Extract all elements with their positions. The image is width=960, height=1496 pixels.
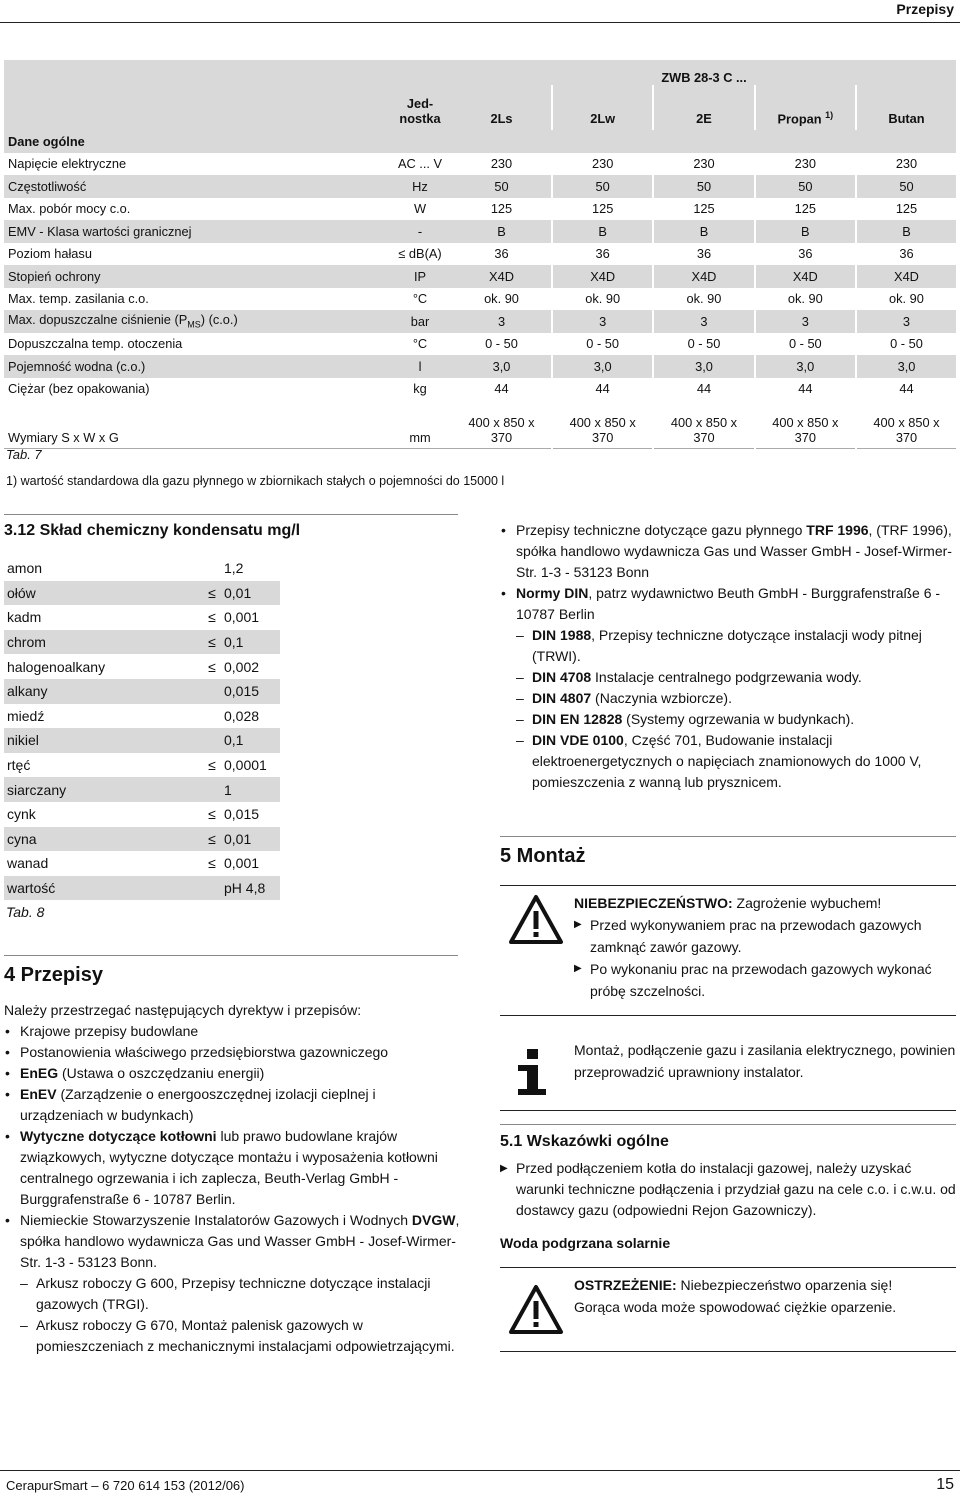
row-value: 44 [755,378,856,401]
row-value: 0 - 50 [552,333,653,356]
list-item: ▶ Przed wykonywaniem prac na przewodach gazowych zamknąć zawór gazowy. [574,914,956,958]
row-unit: bar [388,310,452,333]
row-value: 0 - 50 [856,333,956,356]
table-row [4,220,956,243]
element-value: 1 [224,781,232,798]
element-name: wanad [7,855,49,872]
element-value: 0,015 [224,683,260,700]
row-value: B [552,220,653,243]
element-value: 0,01 [224,830,252,847]
section4-heading: 4 Przepisy [4,964,103,986]
row-value: 44 [552,378,653,401]
row-value: 3,0 [856,355,956,378]
row-value: 125 [552,198,653,221]
element-name: nikiel [7,732,39,749]
row-value: 3 [452,310,552,333]
comparison-sign: ≤ [208,830,216,847]
condensate-table [4,556,280,900]
dims-value: 400 x 850 x 370 [755,400,856,448]
row-value: X4D [552,265,653,288]
element-name: halogenoalkany [7,658,106,675]
comparison-sign: ≤ [208,757,216,774]
row-label: Poziom hałasu [4,243,388,266]
list-item: • EnEV (Zarządzenie o energooszczędnej izolacji cieplnej i urządzeniach w budynkach) [4,1084,460,1126]
dims-row [4,400,956,448]
table-row [4,581,280,606]
table-row [4,753,280,778]
list-item: • Przepisy techniczne dotyczące gazu płynnego TRF 1996, (TRF 1996), spółka handlowo wydawnicza Gas und Wasser GmbH - Josef-Wirmer-Str. 1-3 - 53123 Bonn [500,520,956,583]
subsection-heading: 5.1 Wskazówki ogólne [500,1133,669,1150]
comparison-sign: ≤ [208,658,216,675]
list-item: ▶ Po wykonaniu prac na przewodach gazowych wykonać próbę szczelności. [574,958,956,1002]
table-row [4,876,280,901]
row-value: 125 [653,198,754,221]
table-row [4,378,956,401]
list-item: • Wytyczne dotyczące kotłowni lub prawo budowlane krajów związkowych, wytyczne dotyczące montażu i wyposażenia kotłowni centralnego ogrzewania i ich zaplecza, Beuth-Verlag GmbH - Burggrafenstraße 6 - 10787 Berlin. [4,1126,460,1210]
element-value: 0,028 [224,707,260,724]
table-row [4,802,280,827]
list-item: – DIN VDE 0100, Część 701, Budowanie instalacji elektroenergetycznych o napięciach znamionowych do 1000 V, pomieszczenia z wanną lub prysznicem. [500,730,956,793]
row-value: 3 [755,310,856,333]
warning-icon [508,894,564,946]
element-name: rtęć [7,757,31,774]
list-item: – DIN EN 12828 (Systemy ogrzewania w budynkach). [500,709,956,730]
page-header [0,0,960,24]
row-value: X4D [452,265,552,288]
row-value: ok. 90 [552,288,653,311]
solar-heading: Woda podgrzana solarnie [500,1235,671,1251]
dims-value: 400 x 850 x 370 [653,400,754,448]
header-rule [0,22,960,23]
row-value: X4D [755,265,856,288]
row-value: 36 [755,243,856,266]
table-row [4,679,280,704]
row-label: Ciężar (bez opakowania) [4,378,388,401]
row-unit: W [388,198,452,221]
row-value: 0 - 50 [755,333,856,356]
table-row [4,333,956,356]
element-name: amon [7,560,43,577]
footer-doc-id: CerapurSmart – 6 720 614 153 (2012/06) [6,1478,245,1493]
info-icon [508,1045,558,1099]
row-value: B [755,220,856,243]
table-row [4,243,956,266]
list-item: – DIN 4807 (Naczynia wzbiorcze). [500,688,956,709]
row-label: Max. temp. zasilania c.o. [4,288,388,311]
table-row [4,175,956,198]
page-number: 15 [936,1476,954,1493]
row-value: 0 - 50 [452,333,552,356]
col-2ls: 2Ls [452,85,552,130]
list-item: • Niemieckie Stowarzyszenie Instalatorów Gazowych i Wodnych DVGW, spółka handlowo wydawnicza Gas und Wasser GmbH - Josef-Wirmer-Str. 1-3 - 53123 Bonn. [4,1210,460,1273]
table-row [4,827,280,852]
col-butan: Butan [856,85,956,130]
row-value: ok. 90 [755,288,856,311]
element-name: kadm [7,609,42,626]
row-value: 230 [856,153,956,176]
row-value: B [653,220,754,243]
row-value: 50 [452,175,552,198]
table-row [4,556,280,581]
col-2lw: 2Lw [552,85,653,130]
row-unit: ≤ dB(A) [388,243,452,266]
row-value: 44 [653,378,754,401]
element-name: chrom [7,634,46,651]
row-unit: IP [388,265,452,288]
row-value: 125 [452,198,552,221]
row-value: 0 - 50 [653,333,754,356]
row-value: 230 [755,153,856,176]
section-label: Dane ogólne [4,130,956,153]
row-value: 36 [552,243,653,266]
table-row [4,704,280,729]
row-value: 36 [653,243,754,266]
row-value: 3 [552,310,653,333]
row-value: 3,0 [552,355,653,378]
dims-value: 400 x 850 x 370 [452,400,552,448]
row-label: EMV - Klasa wartości granicznej [4,220,388,243]
model-name: ZWB 28-3 C ... [452,60,956,85]
list-item: ▶ Przed podłączeniem kotła do instalacji gazowej, należy uzyskać warunki techniczne podłączenia i przydział gazu na cele c.o. i c.w.u. od dostawcy gazu (odpowiedni Rejon Gazowniczy). [500,1158,956,1221]
info-box [500,1031,956,1111]
column-header-row [4,85,956,130]
row-label: Napięcie elektryczne [4,153,388,176]
table7-footnote: 1) wartość standardowa dla gazu płynnego w zbiornikach stałych o pojemności do 15000 l [6,474,505,488]
element-name: ołów [7,584,36,601]
comparison-sign: ≤ [208,634,216,651]
row-unit: °C [388,288,452,311]
comparison-sign: ≤ [208,584,216,601]
list-item: – DIN 4708 Instalacje centralnego podgrzewania wody. [500,667,956,688]
dims-value: 400 x 850 x 370 [856,400,956,448]
section5-heading: 5 Montaż [500,845,586,867]
row-value: ok. 90 [452,288,552,311]
table7-caption: Tab. 7 [6,447,42,462]
row-value: 125 [755,198,856,221]
element-value: 0,002 [224,658,260,675]
row-value: 3,0 [653,355,754,378]
row-value: X4D [856,265,956,288]
table8-caption: Tab. 8 [6,904,45,920]
row-value: 3,0 [755,355,856,378]
table-row [4,851,280,876]
table-row [4,153,956,176]
table-row [4,198,956,221]
row-unit: - [388,220,452,243]
row-value: B [452,220,552,243]
dims-unit: mm [388,400,452,448]
col-propan: Propan $^{1)}$ [755,85,856,130]
row-unit: Hz [388,175,452,198]
row-value: 230 [653,153,754,176]
row-unit: kg [388,378,452,401]
element-value: 1,2 [224,560,244,577]
col-2e: 2E [653,85,754,130]
table-row [4,777,280,802]
row-value: ok. 90 [653,288,754,311]
element-value: 0,1 [224,732,244,749]
comparison-sign: ≤ [208,609,216,626]
row-value: 50 [653,175,754,198]
element-value: 0,1 [224,634,244,651]
list-item: – DIN 1988, Przepisy techniczne dotyczące instalacji wody pitnej (TRWI). [500,625,956,667]
row-value: 3,0 [452,355,552,378]
row-value: 36 [452,243,552,266]
row-value: 36 [856,243,956,266]
row-label: Pojemność wodna (c.o.) [4,355,388,378]
row-value: 230 [452,153,552,176]
element-name: siarczany [7,781,67,798]
row-value: X4D [653,265,754,288]
row-label: Częstotliwość [4,175,388,198]
comparison-sign: ≤ [208,855,216,872]
row-value: B [856,220,956,243]
table-row [4,654,280,679]
row-value: 50 [856,175,956,198]
element-name: miedź [7,707,45,724]
unit-header: Jed- nostka [388,85,452,130]
warning-box: OSTRZEŻENIE: Niebezpieczeństwo oparzenia się! Gorąca woda może spowodować ciężkie oparzenie. [500,1267,956,1352]
page-footer [0,1470,960,1493]
section4-intro: Należy przestrzegać następujących dyrektyw i przepisów: [4,1002,362,1018]
warning-icon [508,1284,564,1336]
row-value: 230 [552,153,653,176]
element-value: 0,001 [224,855,260,872]
row-value: 3 [653,310,754,333]
list-item: • Normy DIN, patrz wydawnictwo Beuth GmbH - Burggrafenstraße 6 - 10787 Berlin [500,583,956,625]
element-name: cynk [7,806,36,823]
danger-box: NIEBEZPIECZEŃSTWO: Zagrożenie wybuchem! ▶ Przed wykonywaniem prac na przewodach gazowych zamknąć zawór gazowy. ▶ Po wykonaniu prac na przewodach gazowych wykonać próbę szczelności. [500,885,956,1016]
dims-value: 400 x 850 x 370 [552,400,653,448]
table-row [4,288,956,311]
row-unit: °C [388,333,452,356]
element-value: 0,0001 [224,757,267,774]
row-value: 44 [452,378,552,401]
specs-table [4,60,956,449]
element-value: 0,001 [224,609,260,626]
row-value: ok. 90 [856,288,956,311]
element-value: pH 4,8 [224,880,266,897]
subsection-body [500,1158,956,1221]
row-value: 3 [856,310,956,333]
info-text: Montaż, podłączenie gazu i zasilania elektrycznego, powinien przeprowadzić uprawniony instalator. [574,1042,956,1080]
row-value: 50 [755,175,856,198]
regulations-list [500,520,956,793]
row-unit: AC ... V [388,153,452,176]
comparison-sign: ≤ [208,806,216,823]
element-value: 0,015 [224,806,260,823]
row-value: 50 [552,175,653,198]
table-row [4,265,956,288]
row-value: 125 [856,198,956,221]
condensate-heading: 3.12 Skład chemiczny kondensatu mg/l [4,522,301,539]
row-label: Max. dopuszczalne ciśnienie $(P_{MS})$ (c.o.) [4,310,388,333]
table-row [4,630,280,655]
element-name: cyna [7,830,37,847]
section4-body [4,1000,460,1357]
table-row [4,605,280,630]
list-item: • Krajowe przepisy budowlane [4,1021,460,1042]
list-item: • EnEG (Ustawa o oszczędzaniu energii) [4,1063,460,1084]
row-label: Stopień ochrony [4,265,388,288]
table-row [4,728,280,753]
list-item: – Arkusz roboczy G 600, Przepisy techniczne dotyczące instalacji gazowych (TRGI). [4,1273,460,1315]
header-title: Przepisy [896,1,954,17]
list-item: • Postanowienia właściwego przedsiębiorstwa gazowniczego [4,1042,460,1063]
table-row [4,310,956,333]
table-row [4,355,956,378]
row-label: Max. pobór mocy c.o. [4,198,388,221]
row-value: 44 [856,378,956,401]
row-label: Dopuszczalna temp. otoczenia [4,333,388,356]
element-value: 0,01 [224,584,252,601]
list-item: – Arkusz roboczy G 670, Montaż palenisk gazowych w pomieszczeniach z mechanicznymi instalacjami odpowietrzającymi. [4,1315,460,1357]
element-name: alkany [7,683,48,700]
dims-label: Wymiary S x W x G [4,400,388,448]
element-name: wartość [7,880,56,897]
row-unit: l [388,355,452,378]
